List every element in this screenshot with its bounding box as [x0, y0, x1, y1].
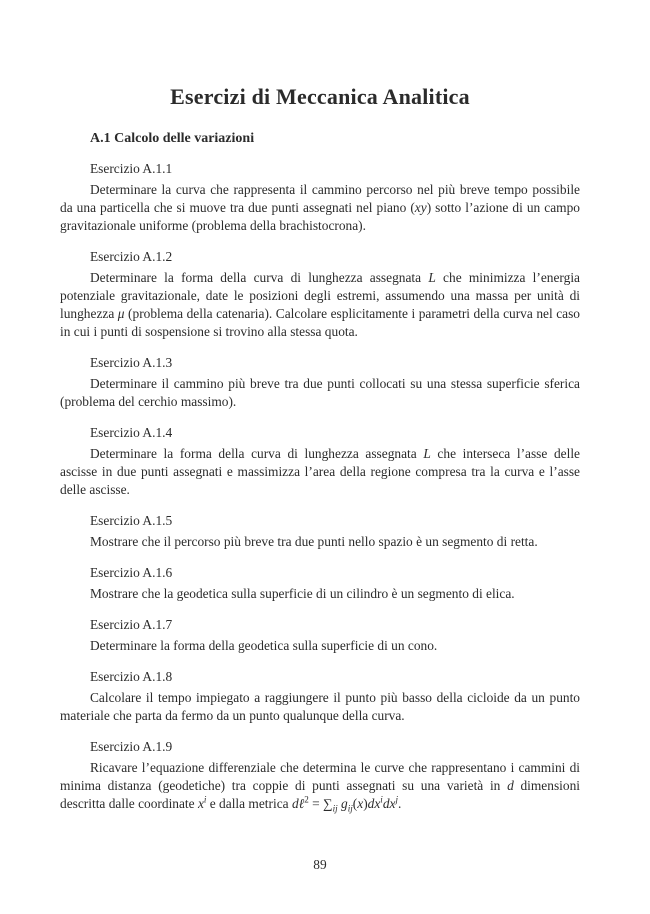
exercise-block: [60, 424, 580, 499]
exercise-body: Ricavare l’equazione differenziale che determina le curve che rappresentano i cammini di minima distanza (geodetiche) tra coppie di punti assegnati su una varietà in d dimensioni descritta dalle coordinate $x^i$ e dalla metrica dℓ$^2$ = $\sum_{ij}$ $g_{ij}(x)dx^idx^j$.: [60, 760, 580, 814]
exercise-body: Determinare la forma della geodetica sulla superficie di un cono.: [90, 638, 438, 653]
exercise-block: [60, 564, 580, 603]
exercise-label: Esercizio A.1.7: [90, 617, 173, 632]
exercise-body: Mostrare che la geodetica sulla superficie di un cilindro è un segmento di elica.: [90, 586, 515, 601]
exercise-block: [60, 160, 580, 235]
exercise-body: Determinare la forma della curva di lunghezza assegnata L che minimizza l’energia potenziale gravitazionale, date le posizioni degli estremi, assumendo una massa per unità di lunghezza μ (problema della catenaria). Calcolare esplicitamente i parametri della curva nel caso in cui i punti di sospensione si trovino alla stessa quota.: [60, 270, 580, 339]
exercise-label: Esercizio A.1.6: [90, 565, 173, 580]
exercise-label: Esercizio A.1.9: [90, 739, 173, 754]
exercise-list: [60, 160, 580, 813]
exercise-label: Esercizio A.1.1: [90, 161, 173, 176]
exercise-block: [60, 616, 580, 655]
exercise-block: [60, 668, 580, 725]
exercise-block: [60, 738, 580, 813]
exercise-block: [60, 512, 580, 551]
exercise-label: Esercizio A.1.3: [90, 355, 173, 370]
exercise-label: Esercizio A.1.2: [90, 249, 173, 264]
exercise-body: Determinare la curva che rappresenta il cammino percorso nel più breve tempo possibile da una particella che si muove tra due punti assegnati nel piano (xy) sotto l’azione di un campo gravitazionale uniforme (problema della brachistocrona).: [60, 182, 580, 233]
section-heading: A.1 Calcolo delle variazioni: [90, 131, 255, 146]
exercise-block: [60, 354, 580, 411]
exercise-label: Esercizio A.1.4: [90, 425, 173, 440]
exercise-body: Calcolare il tempo impiegato a raggiungere il punto più basso della cicloide da un punto materiale che parta da fermo da un punto qualunque della curva.: [60, 690, 580, 723]
page-number: 89: [313, 857, 327, 872]
exercise-body: Mostrare che il percorso più breve tra due punti nello spazio è un segmento di retta.: [90, 534, 538, 549]
exercise-label: Esercizio A.1.5: [90, 513, 173, 528]
exercise-body: Determinare il cammino più breve tra due punti collocati su una stessa superficie sferica (problema del cerchio massimo).: [60, 376, 580, 409]
page-title: Esercizi di Meccanica Analitica: [170, 84, 470, 109]
exercise-body: Determinare la forma della curva di lunghezza assegnata L che interseca l’asse delle ascisse in due punti assegnati e massimizza l’area della regione compresa tra la curva e l’asse delle ascisse.: [60, 446, 580, 497]
exercise-label: Esercizio A.1.8: [90, 669, 173, 684]
exercise-block: [60, 248, 580, 341]
